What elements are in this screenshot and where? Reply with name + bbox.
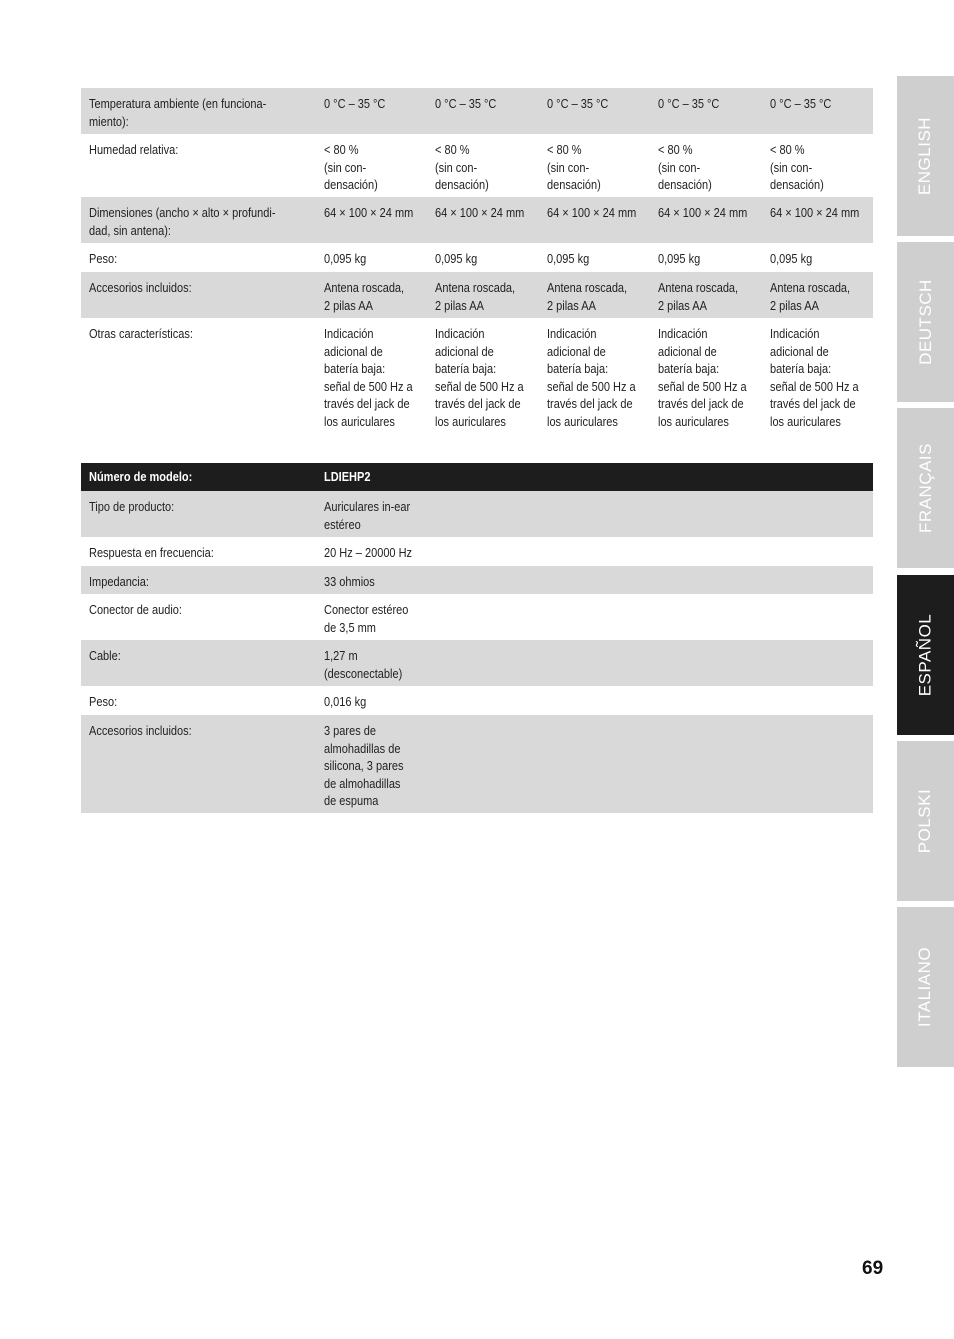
- cell-value: Indicación adicional de batería baja: señal de 500 Hz a través del jack de los auriculares: [769, 327, 859, 429]
- cell-value: Indicación adicional de batería baja: señal de 500 Hz a través del jack de los auriculares: [658, 327, 747, 429]
- row-label: Tipo de producto:: [89, 500, 175, 514]
- cell-value: 20 Hz – 20000 Hz: [324, 546, 413, 560]
- spec-table-earphones: [81, 463, 873, 813]
- cell-value: 0 °C – 35 °C: [435, 97, 497, 111]
- tab-italiano[interactable]: [897, 907, 954, 1067]
- cell-value: < 80 % (sin con- densación): [658, 143, 712, 192]
- table-row: [81, 640, 873, 686]
- table-row: [81, 537, 873, 566]
- tab-polski[interactable]: [897, 741, 954, 901]
- cell-value: Auriculares in-ear estéreo: [324, 500, 411, 532]
- cell-value: 64 × 100 × 24 mm: [324, 206, 414, 220]
- row-label: Conector de audio:: [89, 603, 182, 617]
- tab-english[interactable]: [897, 76, 954, 236]
- row-label: Cable:: [89, 649, 121, 663]
- row-label: Impedancia:: [89, 575, 149, 589]
- cell-value: 0,095 kg: [769, 252, 812, 266]
- tab-label: POLSKI: [915, 788, 935, 854]
- cell-value: Antena roscada, 2 pilas AA: [769, 281, 850, 313]
- cell-value: Indicación adicional de batería baja: señal de 500 Hz a través del jack de los auriculares: [546, 327, 636, 429]
- cell-value: < 80 % (sin con- densación): [435, 143, 490, 192]
- tab-espanol[interactable]: [897, 575, 954, 735]
- row-label: Peso:: [89, 695, 118, 709]
- tab-label: FRANÇAIS: [915, 443, 935, 533]
- table-row: [81, 715, 873, 813]
- row-label: Respuesta en frecuencia:: [89, 546, 214, 560]
- tab-label: ESPAÑOL: [915, 613, 935, 697]
- page-number: 69: [862, 1258, 884, 1279]
- row-label: Temperatura ambiente (en funciona-miento):: [89, 97, 267, 129]
- cell-value: 0,095 kg: [546, 252, 589, 266]
- cell-value: 64 × 100 × 24 mm: [658, 206, 748, 220]
- row-label: Peso:: [89, 252, 118, 266]
- cell-value: 64 × 100 × 24 mm: [769, 206, 859, 220]
- cell-value: 0 °C – 35 °C: [658, 97, 720, 111]
- table-row: [81, 272, 873, 318]
- table-row: [81, 686, 873, 715]
- cell-value: Indicación adicional de batería baja: señal de 500 Hz a través del jack de los auriculares: [435, 327, 525, 429]
- model-number-value: LDIEHP2: [324, 470, 371, 484]
- row-label: Accesorios incluidos:: [89, 281, 192, 295]
- cell-value: 0 °C – 35 °C: [546, 97, 609, 111]
- cell-value: 33 ohmios: [324, 575, 375, 589]
- model-number-label: Número de modelo:: [89, 470, 193, 484]
- cell-value: < 80 % (sin con- densación): [324, 143, 378, 192]
- cell-value: 3 pares de almohadillas de silicona, 3 pares de almohadillas de espuma: [324, 724, 404, 808]
- cell-value: Antena roscada, 2 pilas AA: [546, 281, 627, 313]
- cell-value: 0 °C – 35 °C: [769, 97, 831, 111]
- cell-value: 0,016 kg: [324, 695, 367, 709]
- tab-label: DEUTSCH: [915, 279, 935, 365]
- tab-francais[interactable]: [897, 408, 954, 568]
- cell-value: Antena roscada, 2 pilas AA: [658, 281, 739, 313]
- cell-value: 0 °C – 35 °C: [324, 97, 386, 111]
- tab-label: ITALIANO: [915, 946, 935, 1028]
- table-row: [81, 197, 873, 243]
- row-label: Otras características:: [89, 327, 193, 341]
- table-row: [81, 491, 873, 537]
- row-label: Dimensiones (ancho × alto × profundi-dad, sin antena):: [89, 206, 276, 238]
- cell-value: 0,095 kg: [324, 252, 367, 266]
- cell-value: < 80 % (sin con- densación): [769, 143, 824, 192]
- cell-value: 0,095 kg: [435, 252, 478, 266]
- cell-value: 64 × 100 × 24 mm: [546, 206, 637, 220]
- table-row: [81, 318, 873, 436]
- cell-value: Antena roscada, 2 pilas AA: [324, 281, 405, 313]
- table-row: [81, 88, 873, 134]
- cell-value: 1,27 m (desconectable): [324, 649, 403, 681]
- tab-label: ENGLISH: [915, 116, 935, 196]
- cell-value: Indicación adicional de batería baja: señal de 500 Hz a través del jack de los auriculares: [324, 327, 413, 429]
- spec-table-transmitters: [81, 88, 873, 436]
- cell-value: < 80 % (sin con- densación): [546, 143, 601, 192]
- row-label: Accesorios incluidos:: [89, 724, 192, 738]
- row-label: Humedad relativa:: [89, 143, 179, 157]
- table-row: [81, 134, 873, 197]
- table-row: [81, 243, 873, 272]
- table-header-row: [81, 463, 873, 491]
- table-row: [81, 566, 873, 594]
- tab-deutsch[interactable]: [897, 242, 954, 402]
- table-row: [81, 594, 873, 640]
- cell-value: 64 × 100 × 24 mm: [435, 206, 525, 220]
- cell-value: Conector estéreo de 3,5 mm: [324, 603, 409, 635]
- cell-value: 0,095 kg: [658, 252, 701, 266]
- cell-value: Antena roscada, 2 pilas AA: [435, 281, 516, 313]
